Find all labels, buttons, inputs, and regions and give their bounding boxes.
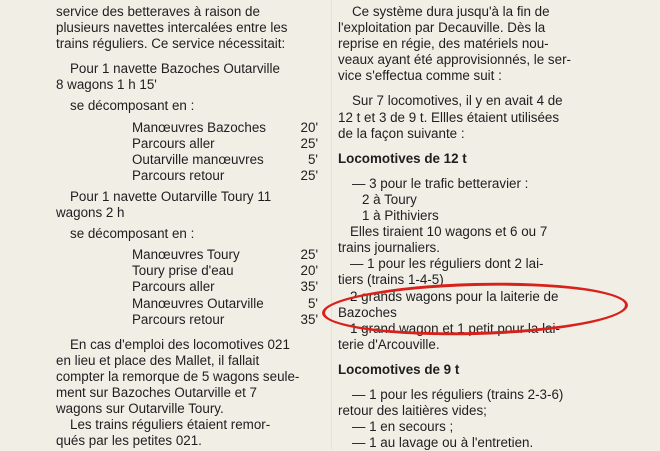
text-line: l'exploitation par Decauville. Dès la	[338, 20, 546, 36]
text-line: en lieu et place des Mallet, il fallait	[56, 352, 260, 368]
text-line: se décomposant en :	[70, 98, 195, 114]
timing-value: 25'	[300, 247, 318, 263]
section-heading: Locomotives de 12 t	[338, 150, 467, 166]
text-line: qués par les petites 021.	[56, 433, 202, 449]
timing-value: 5'	[307, 151, 318, 167]
timing-value: 20'	[300, 263, 318, 279]
timing-value: 20'	[300, 119, 318, 135]
text-line: Les trains réguliers étaient remor-	[70, 417, 271, 433]
text-line: En cas d'emploi des locomotives 021	[70, 336, 290, 352]
left-column	[56, 4, 324, 449]
list-item: — 1 pour les réguliers dont 2 lai-	[350, 256, 544, 272]
timing-value: 5'	[307, 295, 318, 311]
text-line: Pour 1 navette Outarville Toury 11	[70, 188, 272, 204]
timing-row	[56, 168, 324, 184]
timing-value: 35'	[300, 279, 318, 295]
text-line: Pour 1 navette Bazoches Outarville	[70, 61, 280, 77]
list-item: Elles tiraient 10 wagons et 6 ou 7	[350, 224, 548, 240]
text-line: Ce système dura jusqu'à la fin de	[352, 4, 550, 19]
text-line: 8 wagons 1 h 15'	[56, 77, 157, 93]
timing-label: Toury prise d'eau	[132, 263, 234, 279]
timing-row	[56, 247, 324, 263]
text-line: compter la remorque de 5 wagons seule-	[56, 368, 300, 384]
timing-value: 25'	[300, 135, 318, 151]
text-line: ment sur Bazoches Outarville et 7	[56, 384, 257, 400]
timing-row	[56, 136, 324, 152]
list-item: Bazoches	[338, 304, 397, 320]
text-line: vice s'effectua comme suit :	[338, 68, 502, 84]
list-item: retour des laitières vides;	[338, 403, 487, 419]
list-item: — 1 pour les réguliers (trains 2-3-6)	[352, 386, 564, 402]
timing-row	[56, 279, 324, 295]
text-line: Sur 7 locomotives, il y en avait 4 de	[352, 93, 563, 109]
text-line: plusieurs navettes intercalées entre les	[56, 20, 288, 36]
list-item: — 1 en secours ;	[352, 419, 454, 435]
timing-row	[56, 296, 324, 312]
text-line: reprise en régie, des matériels nou-	[338, 36, 549, 52]
section-heading: Locomotives de 9 t	[338, 361, 460, 377]
timing-row	[56, 152, 324, 168]
list-item: 1 à Pithiviers	[362, 208, 439, 224]
list-item: 2 grands wagons pour la laiterie de	[350, 288, 559, 304]
list-item: 2 à Toury	[362, 191, 417, 207]
text-line: 12 t et 3 de 9 t. Ellles étaient utilisées	[338, 109, 560, 125]
timing-label: Parcours retour	[132, 167, 225, 183]
timing-row	[56, 120, 324, 136]
timing-row	[56, 312, 324, 328]
timing-label: Manœuvres Outarville	[132, 295, 264, 311]
timing-label: Manœuvres Toury	[132, 247, 240, 263]
highlighted-item: terie d'Arcouville.	[338, 336, 440, 352]
list-item: trains journaliers.	[338, 240, 440, 256]
timing-label: Parcours aller	[132, 279, 215, 295]
text-line: se décomposant en :	[70, 226, 195, 242]
text-line: veaux ayant été approvisionnés, le ser-	[338, 52, 571, 68]
timing-label: Parcours retour	[132, 311, 225, 327]
right-column	[338, 4, 620, 451]
list-item: tiers (trains 1-4-5)	[338, 272, 444, 288]
timing-label: Manœuvres Bazoches	[132, 119, 266, 135]
list-item: — 1 au lavage ou à l'entretien.	[352, 435, 534, 451]
page-fold	[331, 0, 332, 449]
text-line: wagons 2 h	[56, 205, 125, 221]
timing-row	[56, 263, 324, 279]
text-line: trains réguliers. Ce service nécessitait:	[56, 36, 286, 52]
timing-value: 35'	[300, 311, 318, 327]
text-line: wagons sur Outarville Toury.	[56, 401, 224, 417]
list-item: — 3 pour le trafic betteravier :	[352, 175, 529, 191]
text-line: service des betteraves à raison de	[56, 4, 260, 19]
timing-value: 25'	[300, 167, 318, 183]
timing-label: Parcours aller	[132, 135, 215, 151]
text-line: de la façon suivante :	[338, 125, 465, 141]
timing-label: Outarville manœuvres	[132, 151, 264, 167]
highlighted-item: 1 grand wagon et 1 petit pour la lai-	[350, 320, 560, 336]
